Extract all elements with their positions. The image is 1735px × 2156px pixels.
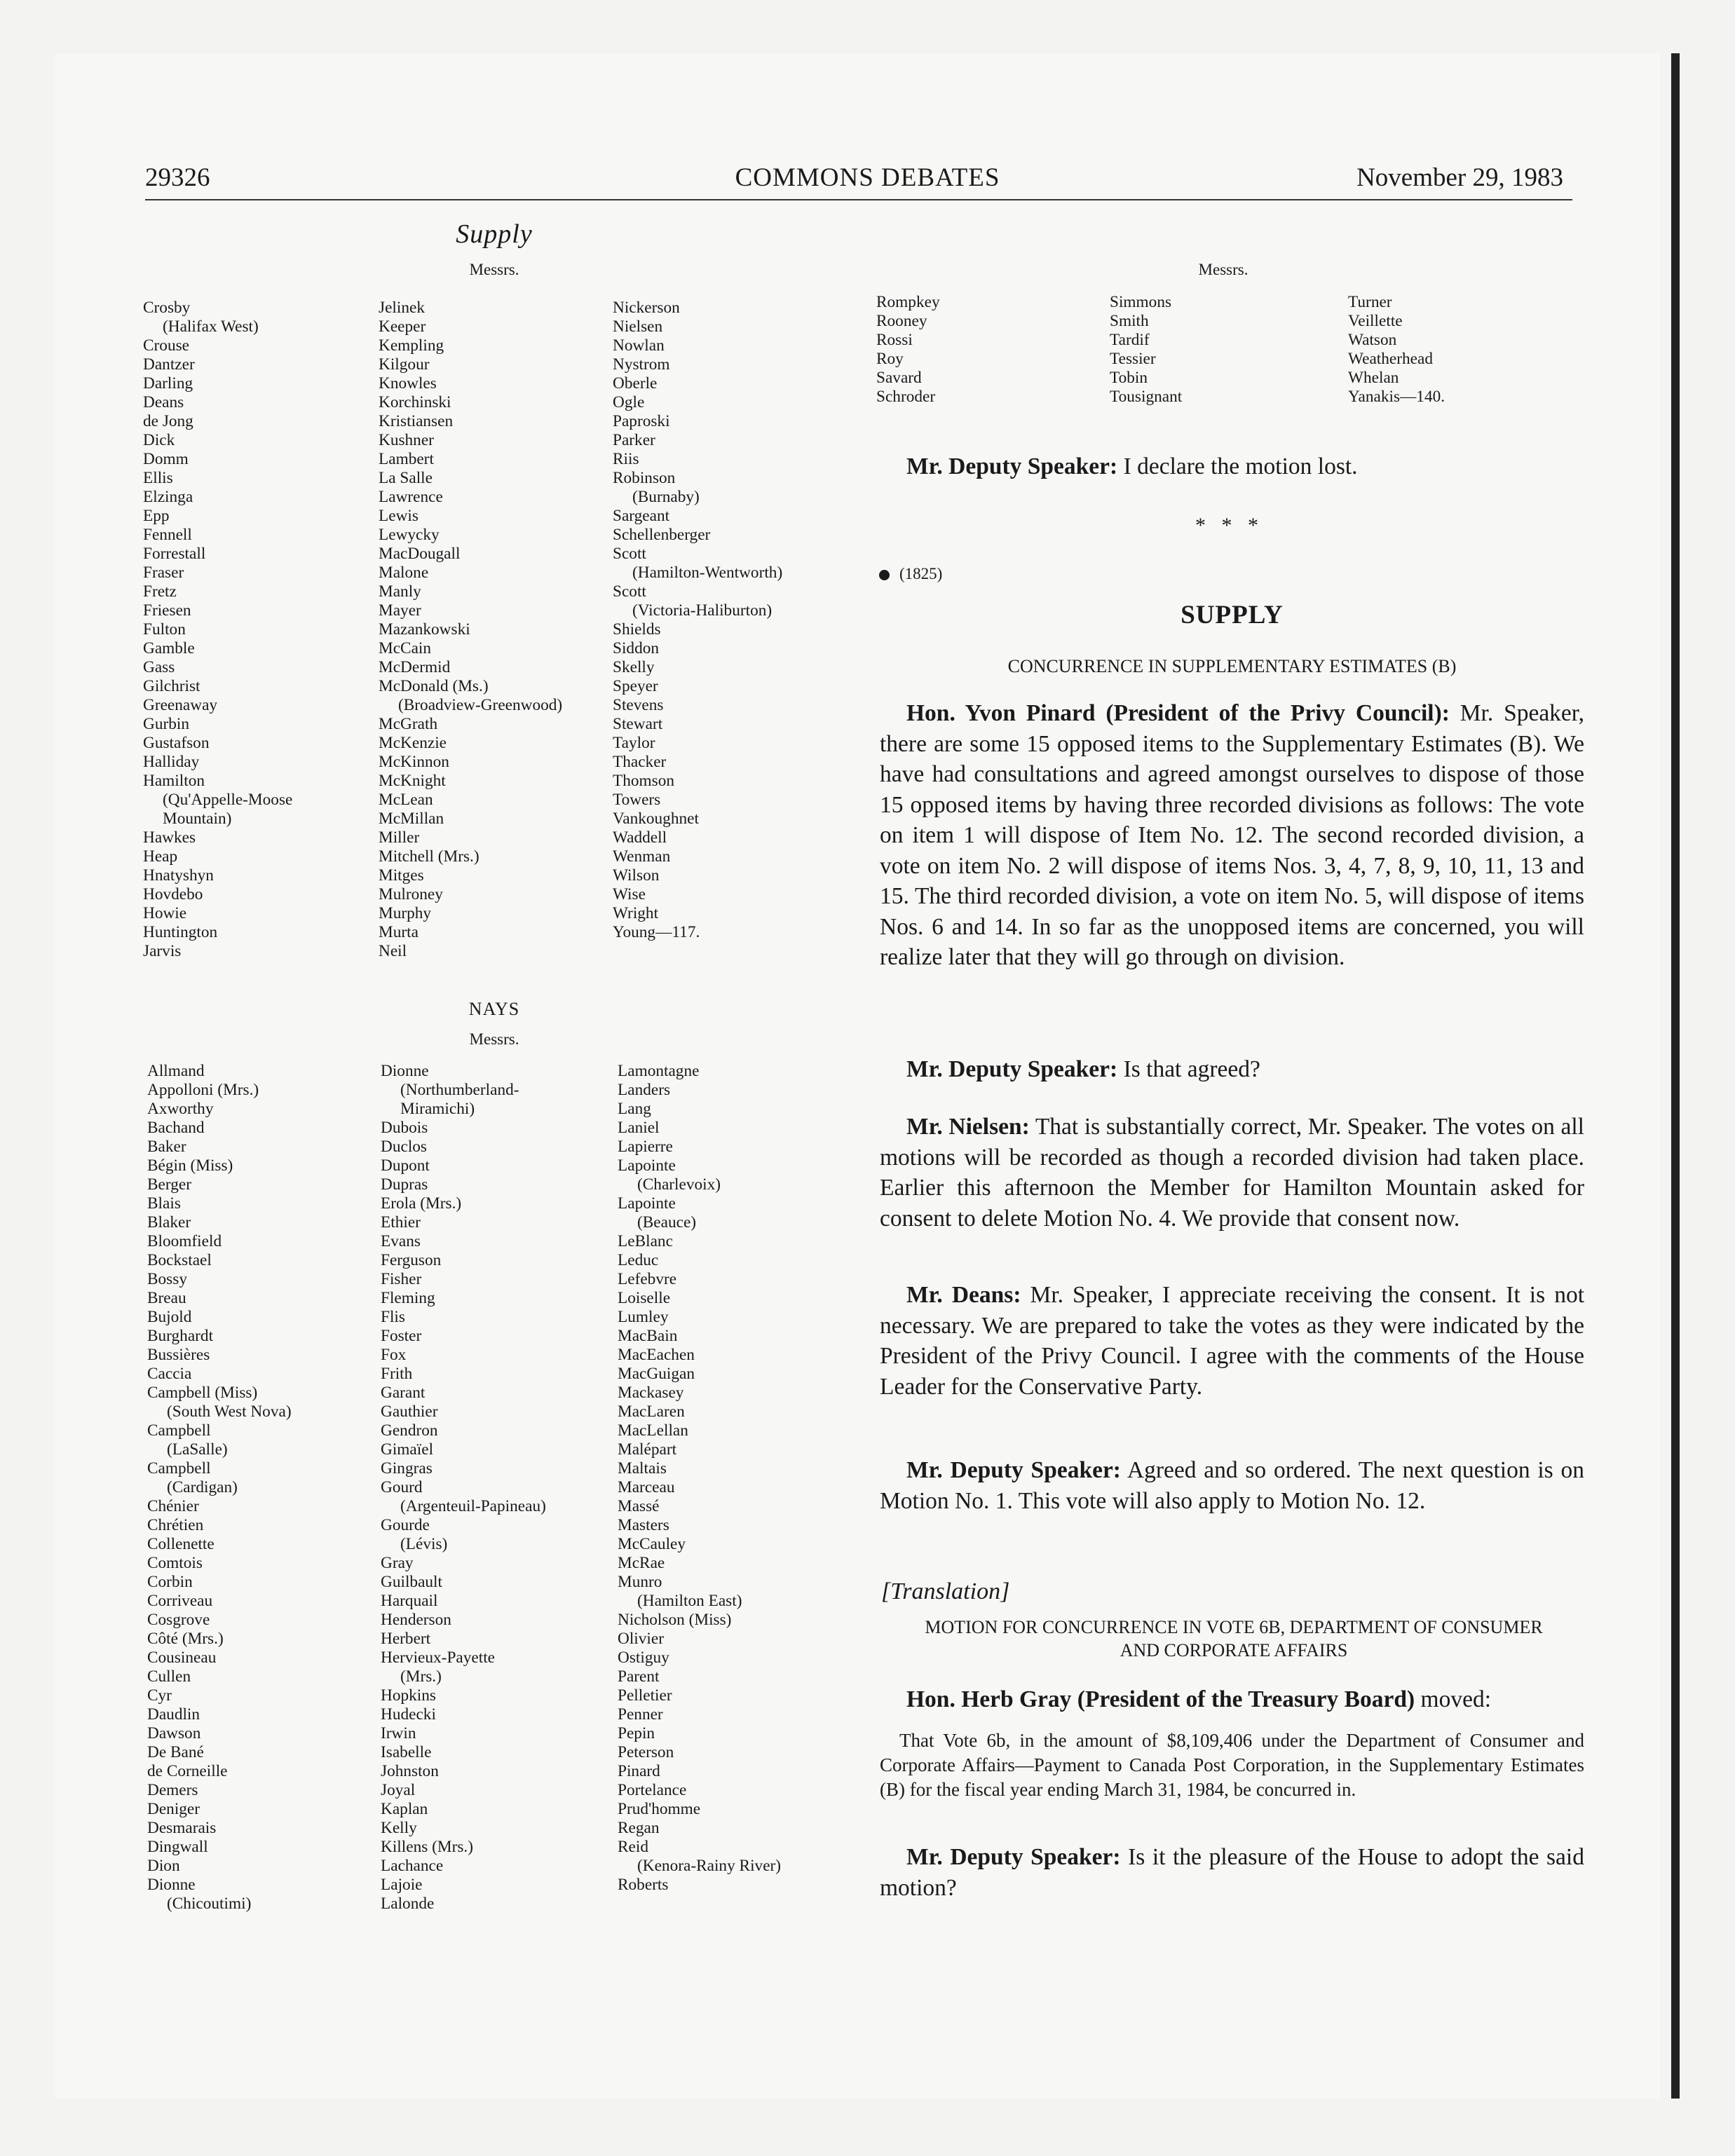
member-name: Smith: [1110, 312, 1149, 330]
member-name: Elzinga: [143, 488, 193, 506]
member-name: Lachance: [381, 1857, 444, 1875]
member-name: Heap: [143, 847, 178, 866]
member-name: Jarvis: [143, 942, 182, 960]
member-name: McCain: [379, 639, 432, 657]
member-name: Knowles: [379, 374, 437, 393]
member-name: Speyer: [613, 677, 658, 695]
member-name: (Burnaby): [632, 488, 700, 506]
header-rule: [145, 199, 1572, 200]
member-name: Stevens: [613, 696, 664, 714]
member-name: Landers: [618, 1081, 671, 1099]
section-title-supply: Supply: [456, 219, 533, 249]
member-name: Fennell: [143, 526, 192, 544]
member-name: Ferguson: [381, 1251, 442, 1269]
member-name: Collenette: [147, 1535, 215, 1553]
member-name: Henderson: [381, 1611, 451, 1629]
member-name: Dionne: [381, 1062, 429, 1080]
paragraph-nielsen: Mr. Nielsen: That is substantially correct, Mr. Speaker. The votes on all motions will be recorded as though a recorded division had taken place. Earlier this afternoon the Member for Hamilton Mountain asked for consent to delete Motion No. 4. We provide that consent now.: [880, 1114, 1584, 1231]
member-name: Gustafson: [143, 734, 210, 752]
member-name: Sargeant: [613, 507, 670, 525]
member-name: LeBlanc: [618, 1232, 673, 1250]
member-name: Gimaïel: [381, 1440, 434, 1459]
member-name: Nickerson: [613, 299, 680, 317]
member-name: Dionne: [147, 1876, 196, 1894]
member-name: Bégin (Miss): [147, 1157, 233, 1175]
member-name: Nowlan: [613, 336, 665, 355]
speaker-name: Hon. Herb Gray (President of the Treasury Board): [906, 1686, 1415, 1712]
member-name: Herbert: [381, 1630, 431, 1648]
member-name: Lang: [618, 1100, 651, 1118]
member-name: Hamilton: [143, 772, 205, 790]
member-name: Rompkey: [876, 293, 940, 311]
member-name: Turner: [1348, 293, 1392, 311]
member-name: Gurbin: [143, 715, 190, 733]
member-name: MacLaren: [618, 1403, 685, 1421]
member-name: Oberle: [613, 374, 658, 393]
member-name: Bachand: [147, 1119, 205, 1137]
member-name: Parker: [613, 431, 655, 449]
member-name: (Broadview-Greenwood): [398, 696, 563, 714]
member-name: Foster: [381, 1327, 422, 1345]
member-name: Corriveau: [147, 1592, 213, 1610]
member-name: (Charlevoix): [637, 1175, 721, 1194]
member-name: Young—117.: [613, 923, 700, 941]
member-name: Prud'homme: [618, 1800, 701, 1818]
member-name: (Hamilton East): [637, 1592, 742, 1610]
member-name: Pinard: [618, 1762, 660, 1780]
member-name: Allmand: [147, 1062, 205, 1080]
member-name: Campbell: [147, 1459, 211, 1478]
yeas-column-2: [379, 299, 562, 961]
member-name: (Kenora-Rainy River): [637, 1857, 782, 1875]
member-name: Fisher: [381, 1270, 422, 1288]
member-name: (Mrs.): [400, 1667, 442, 1686]
member-name: Harquail: [381, 1592, 438, 1610]
member-name: Demers: [147, 1781, 198, 1799]
member-name: Murphy: [379, 904, 432, 922]
member-name: McRae: [618, 1554, 665, 1572]
member-name: Thacker: [613, 753, 667, 771]
yeas-column-1: [143, 299, 292, 961]
member-name: Isabelle: [381, 1743, 432, 1761]
member-name: McCauley: [618, 1535, 686, 1553]
member-name: Pelletier: [618, 1686, 672, 1705]
member-name: Lalonde: [381, 1895, 435, 1913]
member-name: Miramichi): [400, 1100, 475, 1118]
paragraph-deputy-speaker-ordered: Mr. Deputy Speaker: Agreed and so ordered. The next question is on Motion No. 1. This vote will also apply to Motion No. 12.: [880, 1457, 1584, 1514]
member-name: (Hamilton-Wentworth): [632, 564, 783, 582]
member-name: Garant: [381, 1384, 426, 1402]
member-name: Bockstael: [147, 1251, 212, 1269]
member-name: Malépart: [618, 1440, 677, 1459]
member-name: Siddon: [613, 639, 660, 657]
member-name: Crouse: [143, 336, 190, 355]
member-name: Deans: [143, 393, 184, 411]
member-name: Hopkins: [381, 1686, 436, 1705]
page-edge-shadow: [1671, 53, 1680, 2099]
member-name: Lapointe: [618, 1194, 676, 1213]
member-name: Cousineau: [147, 1649, 217, 1667]
member-name: Rooney: [876, 312, 927, 330]
member-name: Bussières: [147, 1346, 210, 1364]
speaker-name: Mr. Deputy Speaker:: [906, 453, 1118, 479]
member-name: Dawson: [147, 1724, 201, 1742]
member-name: Massé: [618, 1497, 660, 1515]
member-name: Killens (Mrs.): [381, 1838, 474, 1856]
member-name: Nystrom: [613, 355, 670, 374]
member-name: Hovdebo: [143, 885, 203, 903]
member-name: Howie: [143, 904, 187, 922]
member-name: Regan: [618, 1819, 660, 1837]
motion-text: That Vote 6b, in the amount of $8,109,406 under the Department of Consumer and Corporate Affairs—Payment to Canada Post Corporation, in the Supplementary Estimates (B) for the fiscal year ending March 31, 1984, be concurred in.: [880, 1730, 1584, 1800]
member-name: Fraser: [143, 564, 184, 582]
member-name: Tessier: [1110, 350, 1156, 368]
member-name: Lapointe: [618, 1157, 676, 1175]
member-name: Gourde: [381, 1516, 430, 1534]
member-name: Whelan: [1348, 369, 1399, 387]
member-name: Kelly: [381, 1819, 417, 1837]
member-name: Darling: [143, 374, 193, 393]
member-name: Gamble: [143, 639, 195, 657]
page-date: November 29, 1983: [1356, 163, 1563, 192]
member-name: McMillan: [379, 810, 444, 828]
member-name: Leduc: [618, 1251, 659, 1269]
member-name: Mitchell (Mrs.): [379, 847, 479, 866]
member-name: Kushner: [379, 431, 434, 449]
member-name: Gauthier: [381, 1403, 438, 1421]
member-name: Yanakis—140.: [1348, 388, 1445, 406]
member-name: Baker: [147, 1138, 186, 1156]
paragraph-gray: Hon. Herb Gray (President of the Treasury Board) moved:: [906, 1686, 1492, 1712]
nays-column-2: [381, 1062, 546, 1913]
member-name: Kaplan: [381, 1800, 428, 1818]
member-name: Corbin: [147, 1573, 193, 1591]
member-name: (South West Nova): [167, 1403, 292, 1421]
member-name: Dingwall: [147, 1838, 208, 1856]
member-name: Burghardt: [147, 1327, 214, 1345]
member-name: Hnatyshyn: [143, 866, 214, 885]
member-name: Watson: [1348, 331, 1397, 349]
time-marker: (1825): [879, 565, 942, 583]
member-name: Ellis: [143, 469, 173, 487]
member-name: Tousignant: [1110, 388, 1183, 406]
member-name: Guilbault: [381, 1573, 443, 1591]
member-name: MacEachen: [618, 1346, 695, 1364]
member-name: Chrétien: [147, 1516, 204, 1534]
paragraph-deputy-speaker-pleasure: Mr. Deputy Speaker: Is it the pleasure of the House to adopt the said motion?: [880, 1844, 1584, 1901]
member-name: Fretz: [143, 582, 177, 601]
member-name: Korchinski: [379, 393, 451, 411]
member-name: (Lévis): [400, 1535, 448, 1553]
member-name: Huntington: [143, 923, 218, 941]
member-name: Lefebvre: [618, 1270, 677, 1288]
member-name: McKnight: [379, 772, 446, 790]
member-name: (Northumberland-: [400, 1081, 519, 1099]
member-name: Mazankowski: [379, 620, 470, 639]
paragraph-deans: Mr. Deans: Mr. Speaker, I appreciate receiving the consent. It is not necessary. We are prepared to take the votes as they were indicated by the President of the Privy Council. I agree with the comments of the House Leader for the Conservative Party.: [880, 1282, 1584, 1400]
member-name: (Cardigan): [167, 1478, 238, 1496]
right-messrs-label: Messrs.: [1198, 261, 1248, 278]
member-name: Malone: [379, 564, 429, 582]
speaker-name: Mr. Deputy Speaker:: [906, 1056, 1118, 1082]
member-name: McLean: [379, 791, 433, 809]
right-names-column-3: [1348, 293, 1445, 407]
member-name: Hudecki: [381, 1705, 436, 1724]
member-name: Friesen: [143, 601, 191, 620]
member-name: Scott: [613, 582, 646, 601]
member-name: Schroder: [876, 388, 936, 406]
speaker-name: Mr. Deputy Speaker:: [906, 1844, 1121, 1870]
member-name: Masters: [618, 1516, 669, 1534]
member-name: Scott: [613, 545, 646, 563]
nays-column-1: [147, 1062, 292, 1913]
member-name: Fleming: [381, 1289, 435, 1307]
member-name: Veillette: [1348, 312, 1403, 330]
member-name: Ethier: [381, 1213, 421, 1231]
member-name: Lawrence: [379, 488, 443, 506]
member-name: Keeper: [379, 318, 426, 336]
member-name: Appolloni (Mrs.): [147, 1081, 259, 1099]
member-name: Bloomfield: [147, 1232, 222, 1250]
speaker-name: Mr. Deans:: [906, 1282, 1021, 1308]
member-name: Côté (Mrs.): [147, 1630, 224, 1648]
member-name: Laniel: [618, 1119, 660, 1137]
member-name: Campbell (Miss): [147, 1384, 258, 1402]
right-names-column-1: [876, 293, 940, 407]
speaker-name: Hon. Yvon Pinard (President of the Privy Council):: [906, 700, 1450, 726]
member-name: Thomson: [613, 772, 675, 790]
member-name: (Argenteuil-Papineau): [400, 1497, 546, 1515]
member-name: Roberts: [618, 1876, 669, 1894]
member-name: Joyal: [381, 1781, 416, 1799]
speaker-name: Mr. Nielsen:: [906, 1114, 1030, 1140]
member-name: Munro: [618, 1573, 662, 1591]
member-name: Gray: [381, 1554, 414, 1572]
member-name: (Chicoutimi): [167, 1895, 252, 1913]
member-name: Cyr: [147, 1686, 172, 1705]
member-name: Jelinek: [379, 299, 425, 317]
member-name: Axworthy: [147, 1100, 214, 1118]
running-title: COMMONS DEBATES: [735, 163, 1000, 192]
member-name: Crosby: [143, 299, 191, 317]
member-name: Bossy: [147, 1270, 187, 1288]
member-name: Comtois: [147, 1554, 203, 1572]
member-name: Dubois: [381, 1119, 428, 1137]
member-name: Kilgour: [379, 355, 430, 374]
member-name: Fulton: [143, 620, 186, 639]
member-name: Breau: [147, 1289, 186, 1307]
member-name: Manly: [379, 582, 421, 601]
supply-heading: SUPPLY: [1181, 601, 1284, 629]
member-name: Penner: [618, 1705, 663, 1724]
member-name: MacBain: [618, 1327, 678, 1345]
member-name: Gingras: [381, 1459, 433, 1478]
member-name: Riis: [613, 450, 639, 468]
member-name: La Salle: [379, 469, 433, 487]
member-name: Greenaway: [143, 696, 218, 714]
member-name: Mountain): [163, 810, 232, 828]
member-name: Shields: [613, 620, 661, 639]
member-name: Blais: [147, 1194, 181, 1213]
member-name: Simmons: [1110, 293, 1172, 311]
translation-note: [Translation]: [881, 1578, 1010, 1604]
member-name: Mackasey: [618, 1384, 684, 1402]
member-name: Schellenberger: [613, 526, 711, 544]
member-name: Dupont: [381, 1157, 430, 1175]
member-name: Savard: [876, 369, 922, 387]
member-name: Mitges: [379, 866, 424, 885]
member-name: Gourd: [381, 1478, 423, 1496]
nays-column-3: [618, 1062, 781, 1895]
member-name: Campbell: [147, 1421, 211, 1440]
member-name: Johnston: [381, 1762, 439, 1780]
member-name: Irwin: [381, 1724, 416, 1742]
member-name: Desmarais: [147, 1819, 217, 1837]
member-name: Berger: [147, 1175, 191, 1194]
member-name: Stewart: [613, 715, 663, 733]
member-name: McDonald (Ms.): [379, 677, 489, 695]
member-name: Kempling: [379, 336, 444, 355]
member-name: Lajoie: [381, 1876, 423, 1894]
member-name: Taylor: [613, 734, 655, 752]
member-name: Waddell: [613, 828, 667, 847]
member-name: Tardif: [1110, 331, 1150, 349]
member-name: Cosgrove: [147, 1611, 210, 1629]
member-name: Pepin: [618, 1724, 655, 1742]
bullet-dot-icon: [879, 570, 890, 580]
member-name: MacLellan: [618, 1421, 688, 1440]
member-name: Nicholson (Miss): [618, 1611, 732, 1629]
member-name: Vankoughnet: [613, 810, 699, 828]
member-name: Towers: [613, 791, 661, 809]
member-name: Ostiguy: [618, 1649, 669, 1667]
yeas-column-3: [613, 299, 782, 942]
member-name: Gass: [143, 658, 175, 676]
member-name: Lumley: [618, 1308, 669, 1326]
member-name: Lewycky: [379, 526, 440, 544]
member-name: Cullen: [147, 1667, 191, 1686]
member-name: Parent: [618, 1667, 660, 1686]
member-name: Marceau: [618, 1478, 675, 1496]
paragraph-deputy-speaker-agreed: Mr. Deputy Speaker: Is that agreed?: [906, 1056, 1260, 1082]
member-name: Ogle: [613, 393, 645, 411]
member-name: Weatherhead: [1348, 350, 1434, 368]
messrs-label: Messrs.: [469, 261, 519, 278]
concurrence-heading: CONCURRENCE IN SUPPLEMENTARY ESTIMATES (B): [1007, 656, 1457, 676]
member-name: Bujold: [147, 1308, 192, 1326]
speaker-name: Mr. Deputy Speaker:: [906, 1457, 1121, 1483]
member-name: Gilchrist: [143, 677, 200, 695]
member-name: Reid: [618, 1838, 649, 1856]
paragraph-pinard: Hon. Yvon Pinard (President of the Privy Council): Mr. Speaker, there are some 15 opposed items to the Supplementary Estimates (B). We have had consultations and agreed amongst ourselves to dispose of those 15 opposed items by having three recorded divisions as follows: The vote on item 1 will dispose of Item No. 12. The second recorded division, a vote on item No. 2 will dispose of items Nos. 3, 4, 7, 8, 9, 10, 11, 13 and 15. The third recorded division, a vote on item No. 5, will dispose of items Nos. 6 and 14. In so far as the unopposed items are concerned, you will realize later that they will go through on division.: [880, 700, 1584, 970]
member-name: Forrestall: [143, 545, 206, 563]
member-name: Roy: [876, 350, 904, 368]
member-name: Rossi: [876, 331, 913, 349]
member-name: Dick: [143, 431, 175, 449]
member-name: McKenzie: [379, 734, 447, 752]
member-name: McDermid: [379, 658, 451, 676]
nays-label: NAYS: [468, 999, 520, 1019]
member-name: Neil: [379, 942, 407, 960]
member-name: Flis: [381, 1308, 405, 1326]
member-name: Dupras: [381, 1175, 428, 1194]
page-number: 29326: [145, 163, 210, 192]
paragraph-motion-lost: Mr. Deputy Speaker: I declare the motion lost.: [906, 453, 1358, 479]
member-name: Wright: [613, 904, 659, 922]
member-name: Robinson: [613, 469, 676, 487]
member-name: Frith: [381, 1365, 413, 1383]
member-name: Hervieux-Payette: [381, 1649, 496, 1667]
member-name: (Victoria-Haliburton): [632, 601, 773, 620]
member-name: Kristiansen: [379, 412, 454, 430]
member-name: de Corneille: [147, 1762, 228, 1780]
member-name: Wenman: [613, 847, 671, 866]
member-name: Tobin: [1110, 369, 1148, 387]
member-name: Erola (Mrs.): [381, 1194, 462, 1213]
member-name: Olivier: [618, 1630, 664, 1648]
member-name: Duclos: [381, 1138, 428, 1156]
right-names-column-2: [1110, 293, 1182, 407]
member-name: MacGuigan: [618, 1365, 695, 1383]
member-name: De Bané: [147, 1743, 204, 1761]
member-name: (Qu'Appelle-Moose: [163, 791, 293, 809]
member-name: Blaker: [147, 1213, 191, 1231]
member-name: Loiselle: [618, 1289, 671, 1307]
section-break-stars: * * *: [1195, 514, 1258, 537]
member-name: Lewis: [379, 507, 419, 525]
member-name: Mayer: [379, 601, 421, 620]
member-name: Maltais: [618, 1459, 667, 1478]
member-name: Peterson: [618, 1743, 674, 1761]
member-name: Miller: [379, 828, 420, 847]
member-name: McKinnon: [379, 753, 449, 771]
member-name: Dantzer: [143, 355, 195, 374]
member-name: Skelly: [613, 658, 655, 676]
motion-heading: MOTION FOR CONCURRENCE IN VOTE 6B, DEPARTMENT OF CONSUMER AND CORPORATE AFFAIRS: [925, 1617, 1543, 1660]
member-name: Caccia: [147, 1365, 192, 1383]
member-name: Gendron: [381, 1421, 438, 1440]
member-name: Epp: [143, 507, 170, 525]
member-name: Hawkes: [143, 828, 196, 847]
member-name: Halliday: [143, 753, 200, 771]
member-name: Evans: [381, 1232, 421, 1250]
member-name: (Halifax West): [163, 318, 259, 336]
member-name: (LaSalle): [167, 1440, 228, 1459]
member-name: Nielsen: [613, 318, 663, 336]
member-name: Lamontagne: [618, 1062, 700, 1080]
member-name: Dion: [147, 1857, 180, 1875]
member-name: Wilson: [613, 866, 660, 885]
member-name: Lambert: [379, 450, 434, 468]
member-name: Murta: [379, 923, 419, 941]
member-name: Mulroney: [379, 885, 443, 903]
member-name: Portelance: [618, 1781, 687, 1799]
member-name: Chénier: [147, 1497, 199, 1515]
member-name: MacDougall: [379, 545, 461, 563]
member-name: Domm: [143, 450, 189, 468]
member-name: Wise: [613, 885, 646, 903]
nays-messrs-label: Messrs.: [469, 1030, 519, 1048]
member-name: McGrath: [379, 715, 438, 733]
member-name: Paproski: [613, 412, 670, 430]
member-name: Deniger: [147, 1800, 200, 1818]
member-name: de Jong: [143, 412, 193, 430]
member-name: (Beauce): [637, 1213, 697, 1231]
member-name: Lapierre: [618, 1138, 673, 1156]
member-name: Fox: [381, 1346, 407, 1364]
member-name: Daudlin: [147, 1705, 200, 1724]
